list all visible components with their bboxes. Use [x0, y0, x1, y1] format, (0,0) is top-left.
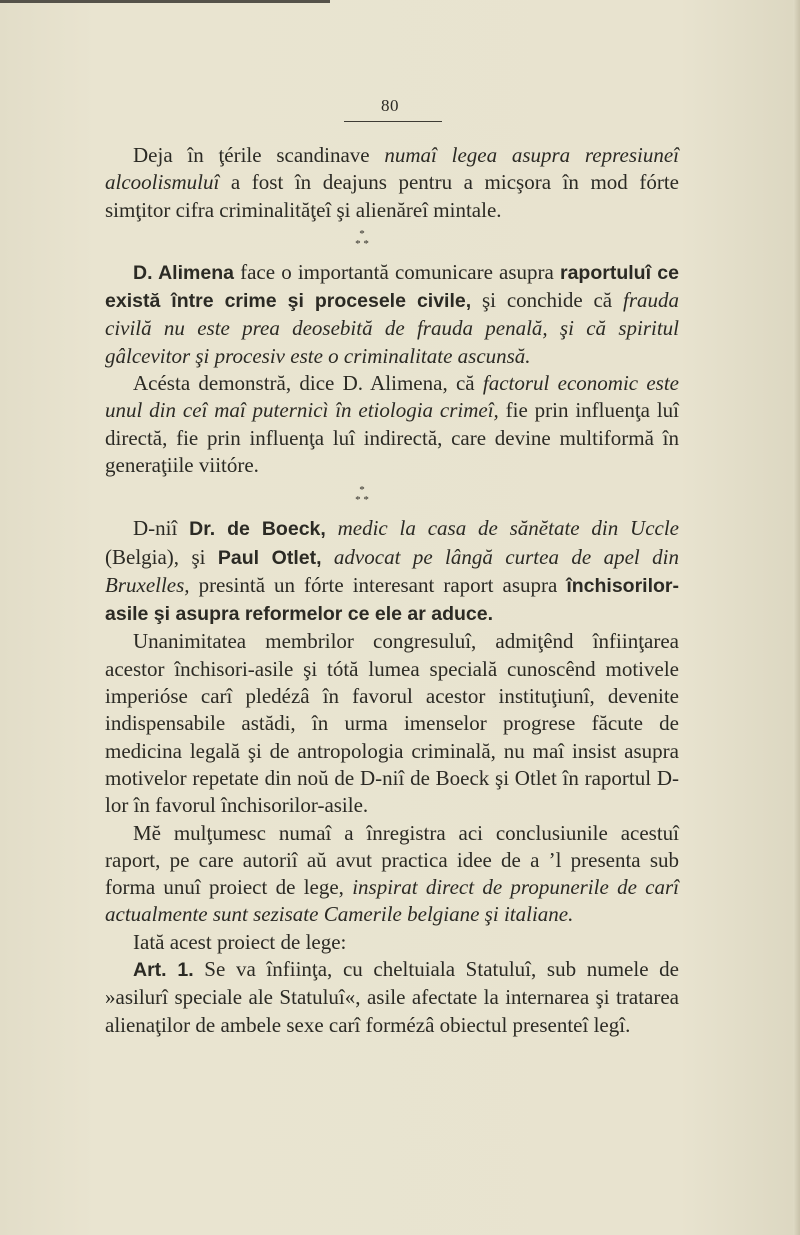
article-number: Art. 1. — [133, 959, 194, 982]
section-separator-1 — [75, 225, 649, 259]
paragraph-3 — [105, 370, 679, 479]
p2-bold-topic: raportuluî ce există între crime şi procesele civile, — [105, 261, 679, 313]
paragraph-1 — [105, 142, 679, 224]
page-number-rule — [344, 121, 442, 122]
p4-italic-c: medic la casa de sănĕtate din Uccle — [325, 516, 680, 541]
p1-text-a: Deja în ţérile scandinave — [133, 143, 385, 167]
p1-text-c: a fost în deajuns pentru a micşora în mod fórte simţitor cifra criminalităţeî şi alienăreî mintale. — [105, 170, 679, 222]
separator-star-top: * — [359, 484, 365, 497]
paragraph-8 — [105, 956, 679, 1039]
paragraph-5: Unanimitatea membrilor congresuluî, admiţênd înfiinţarea acestor închisori-asile şi tótă lumea specială cunoscênd motivele imperióse carî pledézâ în favorul acestor instituţiunî, devenite indispensabile astădi, în urma imenselor progrese făcute de medicina legală şi de antropologia criminală, nu maî insist asupra motivelor repetate din noŭ de D-niî de Boeck şi Otlet în raportul D-lor în favorul închisorilor-asile. — [105, 629, 679, 818]
separator-star-pair: * * — [355, 494, 369, 507]
p4-text-a: D-niî — [133, 516, 190, 541]
paragraph-6 — [105, 820, 679, 929]
separator-star-top: * — [359, 227, 365, 240]
separator-star-pair: * * — [355, 237, 369, 250]
paragraph-7: Iată acest proiect de lege: — [133, 929, 347, 954]
p2-text-d: şi conchide că — [471, 288, 623, 313]
p3-text-a: Acésta demonstră, dice D. Alimena, că — [133, 371, 483, 396]
p1-italic: numaî legea asupra represiuneî alcoolismuluî — [105, 143, 680, 195]
p4-bold-topic: închisorilor-asile şi asupra reformelor ce ele ar aduce. — [105, 574, 679, 626]
top-edge-rule — [0, 0, 330, 3]
p4-text-d: (Belgia), şi — [105, 544, 218, 569]
paragraph-4 — [105, 515, 679, 628]
p2-text-b: face o importantă comunicare asupra — [233, 259, 560, 284]
p4-bold-boeck: Dr. de Boeck, — [189, 518, 326, 541]
p6-text-a: Mĕ mulţumesc numaî a înregistra aci conclusiunile acestuî raport, pe care autoriî aŭ avut practica idee de a ’l presenta sub forma unuî proiect de lege, — [105, 820, 679, 900]
p6-italic: inspirat direct de propunerile de carî actualmente sunt sezisate Camerile belgiane şi italiane. — [105, 875, 679, 927]
p3-italic: factorul economic este unul din ceî maî puternicì în etiologia crimeî, — [105, 371, 680, 423]
p4-italic-f: advocat pe lângă curtea de apel din Bruxelles, — [105, 544, 680, 597]
p3-text-c: fie prin influenţa luî directă, fie prin influenţa luî indirectă, care devine multiformă în generaţiile viitóre. — [105, 398, 679, 477]
body-text — [105, 142, 679, 1039]
p2-italic: frauda civilă nu este prea deosebită de frauda penală, şi că spiritul gâlcevitor şi procesiv este o criminalitate ascunsă. — [105, 288, 679, 368]
page-number: 80 — [381, 96, 399, 115]
paragraph-2 — [105, 259, 679, 370]
p4-text-g: presintă un fórte interesant raport asupra — [189, 572, 567, 597]
p2-author: D. Alimena — [133, 261, 234, 284]
p8-text-b: Se va înfiinţa, cu cheltuiala Statuluî, sub numele de »asilurî speciale ale Statuluî«, asile afectate la internarea şi tratarea alienaţilor de ambele sexe carî formézâ obiectul presenteî legî. — [105, 957, 679, 1037]
section-separator-2 — [75, 481, 649, 515]
p4-bold-otlet: Paul Otlet, — [217, 546, 322, 569]
page-edge — [793, 0, 800, 1235]
